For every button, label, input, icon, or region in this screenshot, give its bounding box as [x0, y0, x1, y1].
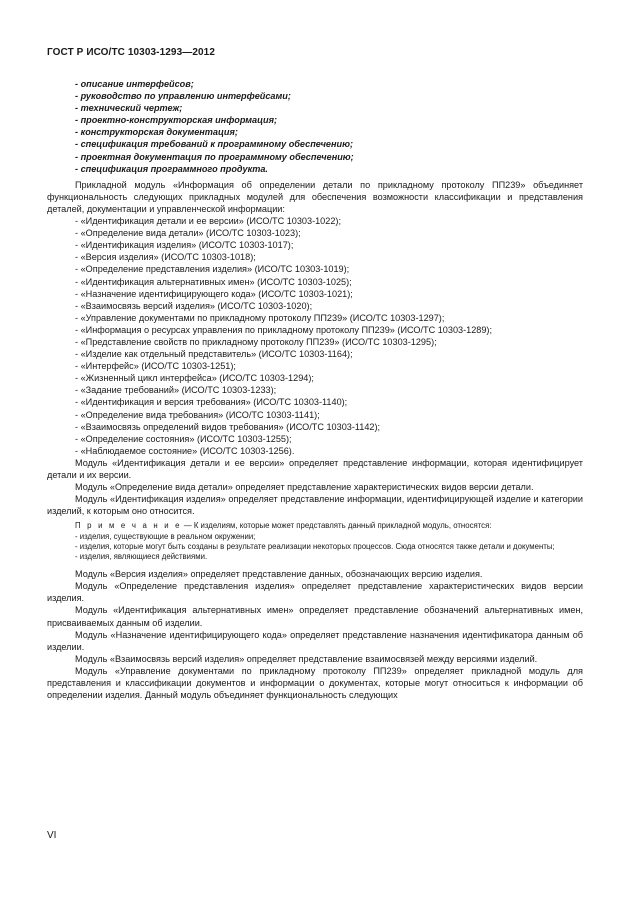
list-item: - «Определение вида детали» (ИСО/ТС 10303-1023);: [75, 228, 301, 239]
body-paragraph: Модуль «Идентификация изделия» определяет представление информации, идентифицирующей изделие и категории изделий, к которым оно относится.: [47, 494, 583, 517]
list-item: - «Задание требований» (ИСО/ТС 10303-1233);: [75, 385, 277, 396]
body-paragraph: Модуль «Версия изделия» определяет представление данных, обозначающих версию изделия.: [75, 569, 483, 580]
document-header: ГОСТ Р ИСО/ТС 10303-1293—2012: [47, 47, 215, 58]
body-paragraph: Модуль «Идентификация альтернативных имен» определяет представление обозначений альтернативных имен, присваиваемых данным об изделии.: [47, 605, 583, 628]
note-item: - изделия, являющиеся действиями.: [75, 551, 208, 561]
note-intro: [47, 521, 583, 531]
body-paragraph: Модуль «Определение вида детали» определяет представление характеристических видов версии детали.: [75, 482, 534, 493]
modules-list: [47, 215, 583, 457]
body-paragraph: Модуль «Взаимосвязь версий изделия» определяет представление взаимосвязей между версиями изделий.: [75, 653, 538, 664]
list-item: - «Идентификация изделия» (ИСО/ТС 10303-1017);: [75, 240, 294, 251]
list-item: - «Определение представления изделия» (ИСО/ТС 10303-1019);: [75, 264, 350, 275]
note-item: - изделия, которые могут быть созданы в результате реализации некоторых процессов. Сюда относятся также детали и документы;: [75, 541, 555, 551]
list-item: - «Идентификация детали и ее версии» (ИСО/ТС 10303-1022);: [75, 216, 341, 227]
list-item: - спецификация требований к программному обеспечению;: [75, 139, 354, 150]
list-item: - «Жизненный цикл интерфейса» (ИСО/ТС 10303-1294);: [75, 373, 314, 384]
note-label: П р и м е ч а н и е: [75, 521, 182, 531]
list-item: - «Определение вида требования» (ИСО/ТС 10303-1141);: [75, 409, 320, 420]
list-item: - «Взаимосвязь определений видов требования» (ИСО/ТС 10303-1142);: [75, 421, 381, 432]
body-paragraph: Модуль «Назначение идентифицирующего кода» определяет представление назначения идентификатора данным об изделии.: [47, 629, 583, 652]
note-block: [47, 521, 583, 562]
list-item: - «Определение состояния» (ИСО/ТС 10303-1255);: [75, 433, 292, 444]
note-text: — К изделиям, которые может представлять данный прикладной модуль, относятся:: [181, 521, 492, 531]
intro-paragraph: Прикладной модуль «Информация об определении детали по прикладному протоколу ПП239» объединяет функциональность следующих прикладных модулей для обеспечения возможности классификации и представления деталей, документации и управленческой информации:: [47, 179, 583, 214]
page-content: [47, 78, 583, 701]
list-item: - руководство по управлению интерфейсами;: [75, 91, 291, 102]
list-item: - «Версия изделия» (ИСО/ТС 10303-1018);: [75, 252, 256, 263]
list-item: - «Управление документами по прикладному протоколу ПП239» (ИСО/ТС 10303-1297);: [75, 312, 445, 323]
list-item: - спецификация программного продукта.: [75, 163, 268, 174]
list-item: - «Изделие как отдельный представитель» (ИСО/ТС 10303-1164);: [75, 349, 353, 360]
list-item: - «Идентификация и версия требования» (ИСО/ТС 10303-1140);: [75, 397, 348, 408]
list-item: - «Взаимосвязь версий изделия» (ИСО/ТС 10303-1020);: [75, 300, 313, 311]
list-item: - проектно-конструкторская информация;: [75, 115, 277, 126]
body-paragraph: Модуль «Определение представления изделия» определяет представление характеристических видов версии изделия.: [47, 581, 583, 604]
note-item: - изделия, существующие в реальном окружении;: [75, 531, 256, 541]
list-item: - конструкторская документация;: [75, 127, 238, 138]
list-item: - проектная документация по программному обеспечению;: [75, 151, 354, 162]
list-item: - «Интерфейс» (ИСО/ТС 10303-1251);: [75, 361, 236, 372]
body-paragraph: Модуль «Идентификация детали и ее версии» определяет представление информации, которая идентифицирует детали и их версии.: [47, 457, 583, 480]
list-item: - «Идентификация альтернативных имен» (ИСО/ТС 10303-1025);: [75, 276, 352, 287]
body-paragraph: Модуль «Управление документами по прикладному протоколу ПП239» определяет прикладной модуль для представления и классификации документов и информации о документах, которые могут относиться к информации об определении изделия. Данный модуль объединяет функциональность следующих: [47, 665, 583, 701]
list-item: - «Информация о ресурсах управления по прикладному протоколу ПП239» (ИСО/ТС 10303-1289);: [75, 324, 493, 335]
list-item: - «Назначение идентифицирующего кода» (ИСО/ТС 10303-1021);: [75, 288, 353, 299]
italic-list: [47, 78, 583, 175]
page-number: VI: [47, 830, 57, 841]
list-item: - «Наблюдаемое состояние» (ИСО/ТС 10303-1256).: [75, 445, 295, 456]
list-item: - описание интерфейсов;: [75, 79, 194, 89]
list-item: - технический чертеж;: [75, 103, 183, 114]
list-item: - «Представление свойств по прикладному протоколу ПП239» (ИСО/ТС 10303-1295);: [75, 336, 437, 347]
